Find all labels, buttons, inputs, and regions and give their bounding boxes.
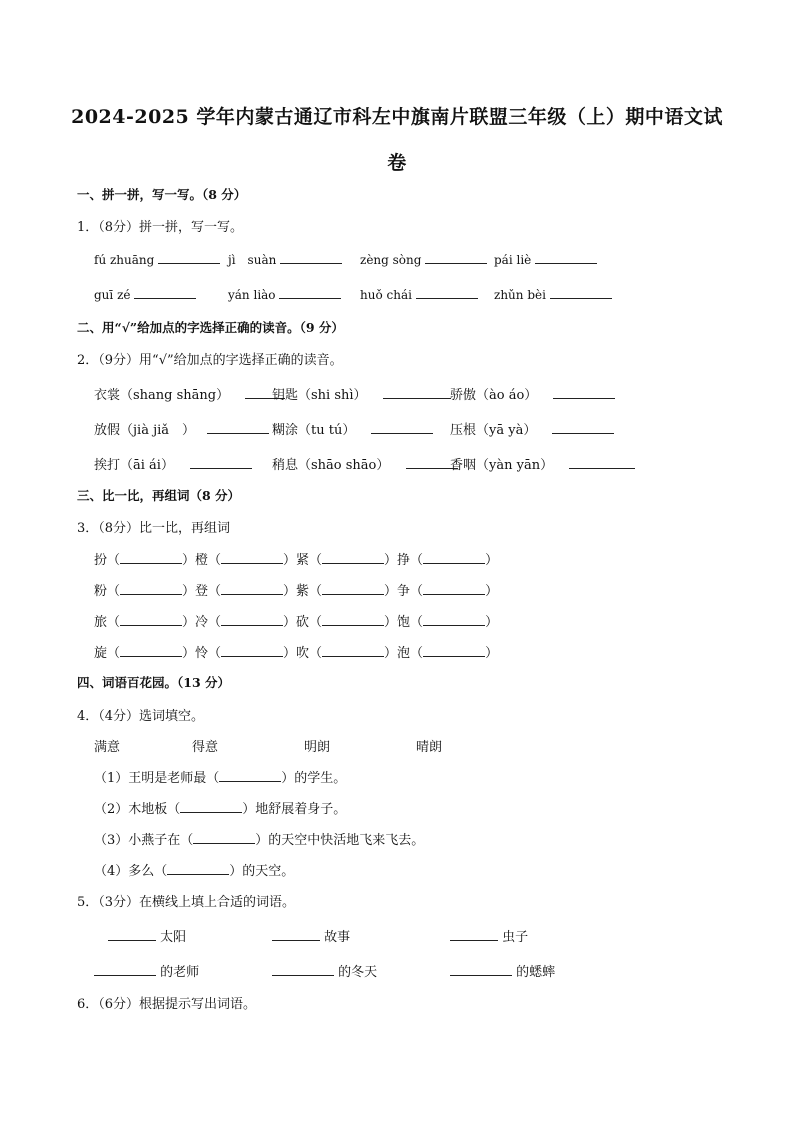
- answer-blank[interactable]: [450, 963, 512, 976]
- exam-title: [60, 94, 734, 186]
- compare-char: ）泡（: [384, 646, 424, 661]
- compare-char: ）挣（: [384, 553, 424, 568]
- pinyin-item: [94, 251, 220, 267]
- reading-text: 放假（jià jiǎ ）: [94, 423, 196, 438]
- answer-blank[interactable]: [550, 286, 612, 299]
- fill-item: [94, 860, 294, 879]
- compare-char: 粉（: [94, 584, 121, 599]
- answer-blank[interactable]: [322, 613, 384, 626]
- compare-row: [94, 580, 498, 599]
- compare-row: [94, 642, 498, 661]
- answer-blank[interactable]: [383, 386, 451, 399]
- compare-char: ）怜（: [182, 646, 222, 661]
- q5-word: 虫子: [502, 930, 529, 945]
- answer-blank[interactable]: [322, 582, 384, 595]
- question-3: 3．（8分）比一比，再组词: [77, 521, 231, 536]
- fill-text: （2）木地板（: [94, 802, 181, 817]
- answer-blank[interactable]: [416, 286, 478, 299]
- answer-blank[interactable]: [219, 769, 281, 782]
- compare-char: ）冷（: [182, 615, 222, 630]
- question-1: 1．（8分）拼一拼，写一写。: [77, 220, 244, 235]
- word-choice: 满意: [94, 740, 121, 755]
- fill-text: （1）王明是老师最（: [94, 771, 220, 786]
- q5-item: [94, 961, 199, 980]
- fill-text: ）的天空。: [229, 864, 295, 879]
- pinyin-text: zhǔn bèi: [494, 288, 546, 302]
- pinyin-item: [228, 251, 342, 268]
- answer-blank[interactable]: [423, 644, 485, 657]
- question-5: 5．（3分）在横线上填上合适的词语。: [77, 895, 296, 910]
- question-2: 2．（9分）用“√”给加点的字选择正确的读音。: [77, 353, 343, 368]
- section-heading-3: 三、比一比，再组词（8 分）: [77, 488, 241, 503]
- answer-blank[interactable]: [423, 613, 485, 626]
- reading-item: [94, 454, 252, 473]
- compare-paren: ）: [485, 584, 499, 599]
- fill-text: ）的天空中快活地飞来飞去。: [255, 833, 425, 848]
- answer-blank[interactable]: [322, 644, 384, 657]
- compare-char: ）砍（: [283, 615, 323, 630]
- reading-item: [272, 454, 458, 473]
- title-line-1: 2024-2025 学年内蒙古通辽市科左中旗南片联盟三年级（上）期中语文试: [71, 106, 723, 128]
- word-choice: 明朗: [304, 740, 331, 755]
- reading-text: 钥匙（shi shì）: [272, 388, 367, 403]
- answer-blank[interactable]: [553, 386, 615, 399]
- fill-text: （4）多么（: [94, 864, 168, 879]
- answer-blank[interactable]: [280, 251, 342, 264]
- answer-blank[interactable]: [158, 251, 220, 264]
- compare-paren: ）: [485, 553, 499, 568]
- fill-text: ）地舒展着身子。: [242, 802, 347, 817]
- answer-blank[interactable]: [120, 551, 182, 564]
- answer-blank[interactable]: [221, 644, 283, 657]
- fill-text: （3）小燕子在（: [94, 833, 194, 848]
- pinyin-item: [360, 286, 478, 302]
- compare-char: ）橙（: [182, 553, 222, 568]
- fill-item: [94, 829, 424, 848]
- compare-char: ）紧（: [283, 553, 323, 568]
- reading-text: 稍息（shāo shāo）: [272, 458, 390, 473]
- q5-item: [272, 926, 350, 945]
- answer-blank[interactable]: [450, 928, 498, 941]
- q5-item: [450, 926, 528, 945]
- answer-blank[interactable]: [279, 286, 341, 299]
- word-choice: 晴朗: [416, 740, 443, 755]
- answer-blank[interactable]: [272, 928, 320, 941]
- fill-item: [94, 767, 346, 786]
- compare-char: ）登（: [182, 584, 222, 599]
- reading-text: 糊涂（tu tú）: [272, 423, 356, 438]
- pinyin-item: [360, 251, 487, 267]
- pinyin-item: [94, 286, 196, 302]
- reading-text: 衣裳（shang shāng）: [94, 388, 230, 403]
- q5-word: 的老师: [160, 965, 200, 980]
- question-4: 4．（4分）选词填空。: [77, 709, 205, 724]
- pinyin-text: guī zé: [94, 288, 131, 302]
- reading-item: [272, 419, 433, 438]
- reading-text: 香咽（yàn yān）: [450, 458, 554, 473]
- pinyin-text: yán liào: [228, 288, 276, 302]
- reading-text: 挨打（āi ái）: [94, 458, 174, 473]
- answer-blank[interactable]: [180, 800, 242, 813]
- word-choice: 得意: [192, 740, 219, 755]
- pinyin-text: huǒ chái: [360, 288, 412, 302]
- fill-item: [94, 798, 346, 817]
- q5-word: 的冬天: [338, 965, 378, 980]
- q5-word: 的蟋蟀: [516, 965, 556, 980]
- pinyin-item: [494, 286, 612, 302]
- reading-item: [450, 454, 635, 473]
- q5-word: 太阳: [160, 930, 187, 945]
- answer-blank[interactable]: [94, 963, 156, 976]
- answer-blank[interactable]: [120, 644, 182, 657]
- title-line-2: 卷: [387, 152, 407, 174]
- compare-char: 旅（: [94, 615, 121, 630]
- reading-item: [94, 384, 285, 403]
- answer-blank[interactable]: [221, 551, 283, 564]
- compare-char: ）争（: [384, 584, 424, 599]
- section-heading-1: 一、拼一拼，写一写。（8 分）: [77, 187, 247, 202]
- compare-row: [94, 549, 498, 568]
- reading-item: [450, 419, 614, 438]
- answer-blank[interactable]: [207, 421, 269, 434]
- compare-char: 扮（: [94, 553, 121, 568]
- compare-row: [94, 611, 498, 630]
- pinyin-item: [228, 286, 341, 302]
- answer-blank[interactable]: [423, 582, 485, 595]
- answer-blank[interactable]: [120, 582, 182, 595]
- pinyin-text: fú zhuāng: [94, 253, 155, 267]
- answer-blank[interactable]: [120, 613, 182, 626]
- q5-item: [108, 926, 186, 945]
- compare-paren: ）: [485, 615, 499, 630]
- pinyin-text: zèng sòng: [360, 253, 422, 267]
- answer-blank[interactable]: [108, 928, 156, 941]
- q5-item: [272, 961, 377, 980]
- answer-blank[interactable]: [190, 456, 252, 469]
- compare-char: ）吹（: [283, 646, 323, 661]
- compare-char: ）紫（: [283, 584, 323, 599]
- answer-blank[interactable]: [272, 963, 334, 976]
- answer-blank[interactable]: [193, 831, 255, 844]
- answer-blank[interactable]: [371, 421, 433, 434]
- answer-blank[interactable]: [535, 251, 597, 264]
- answer-blank[interactable]: [423, 551, 485, 564]
- pinyin-text: jì suàn: [228, 253, 277, 267]
- reading-item: [272, 384, 451, 403]
- reading-item: [450, 384, 615, 403]
- answer-blank[interactable]: [569, 456, 635, 469]
- fill-text: ）的学生。: [281, 771, 347, 786]
- answer-blank[interactable]: [134, 286, 196, 299]
- pinyin-text: pái liè: [494, 253, 532, 267]
- section-heading-2: 二、用“√”给加点的字选择正确的读音。（9 分）: [77, 320, 344, 335]
- compare-char: 旋（: [94, 646, 121, 661]
- compare-paren: ）: [485, 646, 499, 661]
- question-6: 6．（6分）根据提示写出词语。: [77, 997, 257, 1012]
- answer-blank[interactable]: [425, 251, 487, 264]
- compare-char: ）饱（: [384, 615, 424, 630]
- section-heading-4: 四、词语百花园。（13 分）: [77, 675, 230, 690]
- answer-blank[interactable]: [552, 421, 614, 434]
- answer-blank[interactable]: [322, 551, 384, 564]
- answer-blank[interactable]: [221, 613, 283, 626]
- pinyin-item: [494, 251, 597, 267]
- q5-word: 故事: [324, 930, 351, 945]
- reading-item: [94, 419, 269, 438]
- answer-blank[interactable]: [221, 582, 283, 595]
- reading-text: 骄傲（ào áo）: [450, 388, 538, 403]
- q5-item: [450, 961, 555, 980]
- reading-text: 压根（yā yà）: [450, 423, 537, 438]
- answer-blank[interactable]: [167, 862, 229, 875]
